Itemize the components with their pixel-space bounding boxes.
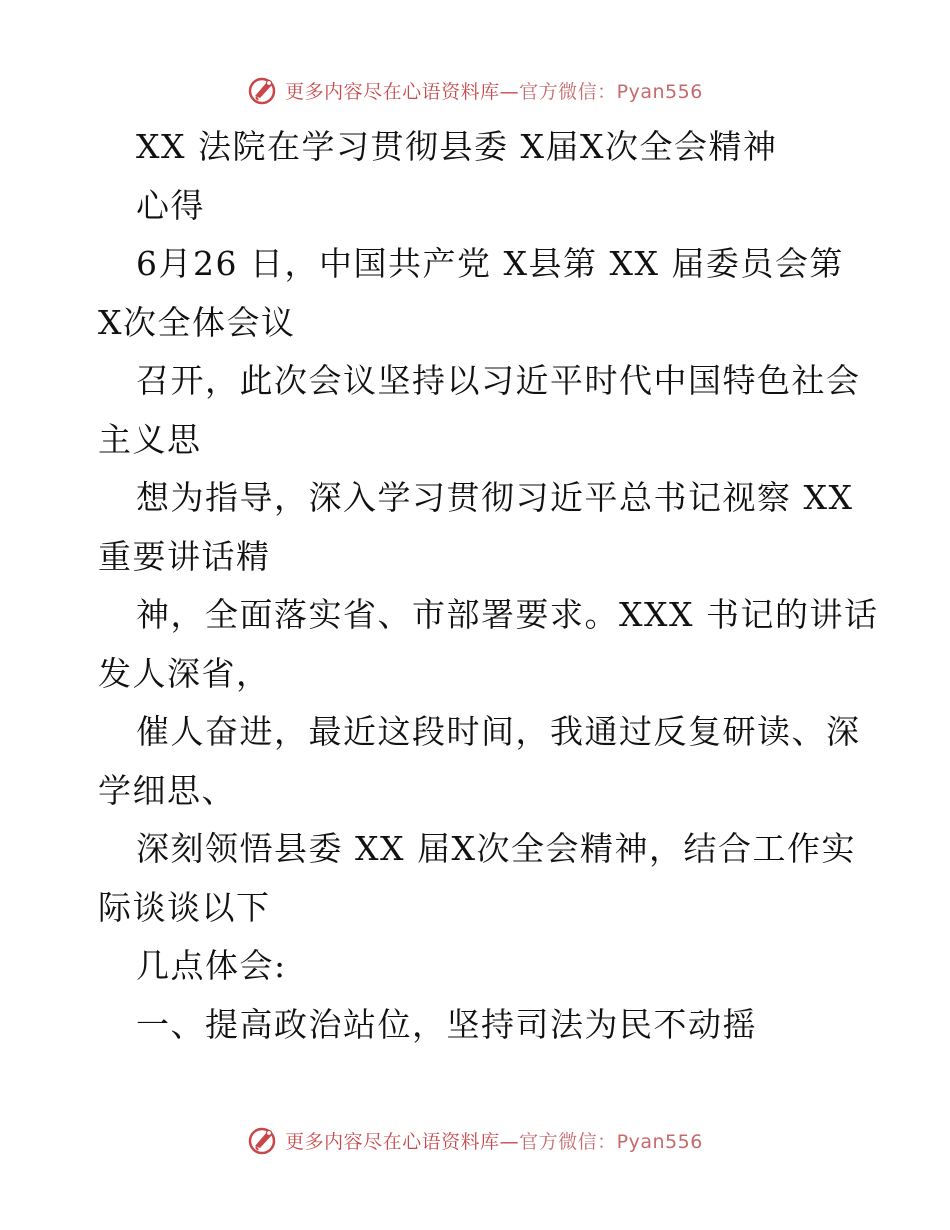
doc-title-line-2: 心得 bbox=[136, 185, 205, 225]
doc-paragraph-line: 想为指导，深入学习贯彻习近平总书记视察 XX bbox=[136, 478, 854, 517]
doc-paragraph-line: 际谈谈以下 bbox=[98, 887, 271, 927]
header-watermark bbox=[0, 70, 950, 110]
doc-title-line-1: XX 法院在学习贯彻县委 X届X次全会精神 bbox=[136, 127, 778, 166]
footer-watermark-inner bbox=[247, 1124, 703, 1156]
doc-paragraph-line: 深刻领悟县委 XX 届X次全会精神，结合工作实 bbox=[136, 829, 856, 868]
footer-watermark bbox=[0, 1120, 950, 1160]
pen-logo-icon bbox=[247, 1124, 279, 1156]
doc-paragraph-line: 几点体会: bbox=[136, 946, 287, 985]
doc-paragraph-line: 重要讲话精 bbox=[98, 536, 271, 576]
document-body bbox=[98, 118, 879, 1054]
header-watermark-main: 更多内容尽在心语资料库— bbox=[285, 80, 520, 103]
pen-logo-icon bbox=[247, 74, 279, 106]
doc-paragraph-line: 神，全面落实省、市部署要求。XXX 书记的讲话 bbox=[136, 595, 879, 634]
doc-section-heading: 一、提高政治站位，坚持司法为民不动摇 bbox=[136, 1004, 757, 1044]
header-watermark-inner bbox=[247, 74, 703, 106]
header-watermark-text bbox=[285, 77, 703, 104]
doc-paragraph-line: 学细思、 bbox=[98, 770, 236, 810]
doc-paragraph-line: X次全体会议 bbox=[98, 302, 296, 342]
doc-paragraph-line: 主义思 bbox=[98, 419, 202, 459]
footer-watermark-wechat: 官方微信：Pyan556 bbox=[519, 1130, 703, 1153]
doc-paragraph-line: 催人奋进，最近这段时间，我通过反复研读、深 bbox=[136, 712, 861, 751]
footer-watermark-text bbox=[285, 1127, 703, 1154]
footer-watermark-main: 更多内容尽在心语资料库— bbox=[285, 1130, 520, 1153]
doc-paragraph-line: 6月26 日，中国共产党 X县第 XX 届委员会第 bbox=[136, 244, 844, 283]
doc-paragraph-line: 召开，此次会议坚持以习近平时代中国特色社会 bbox=[136, 361, 861, 400]
doc-paragraph-line: 发人深省， bbox=[98, 653, 271, 693]
header-watermark-wechat: 官方微信：Pyan556 bbox=[519, 80, 703, 103]
